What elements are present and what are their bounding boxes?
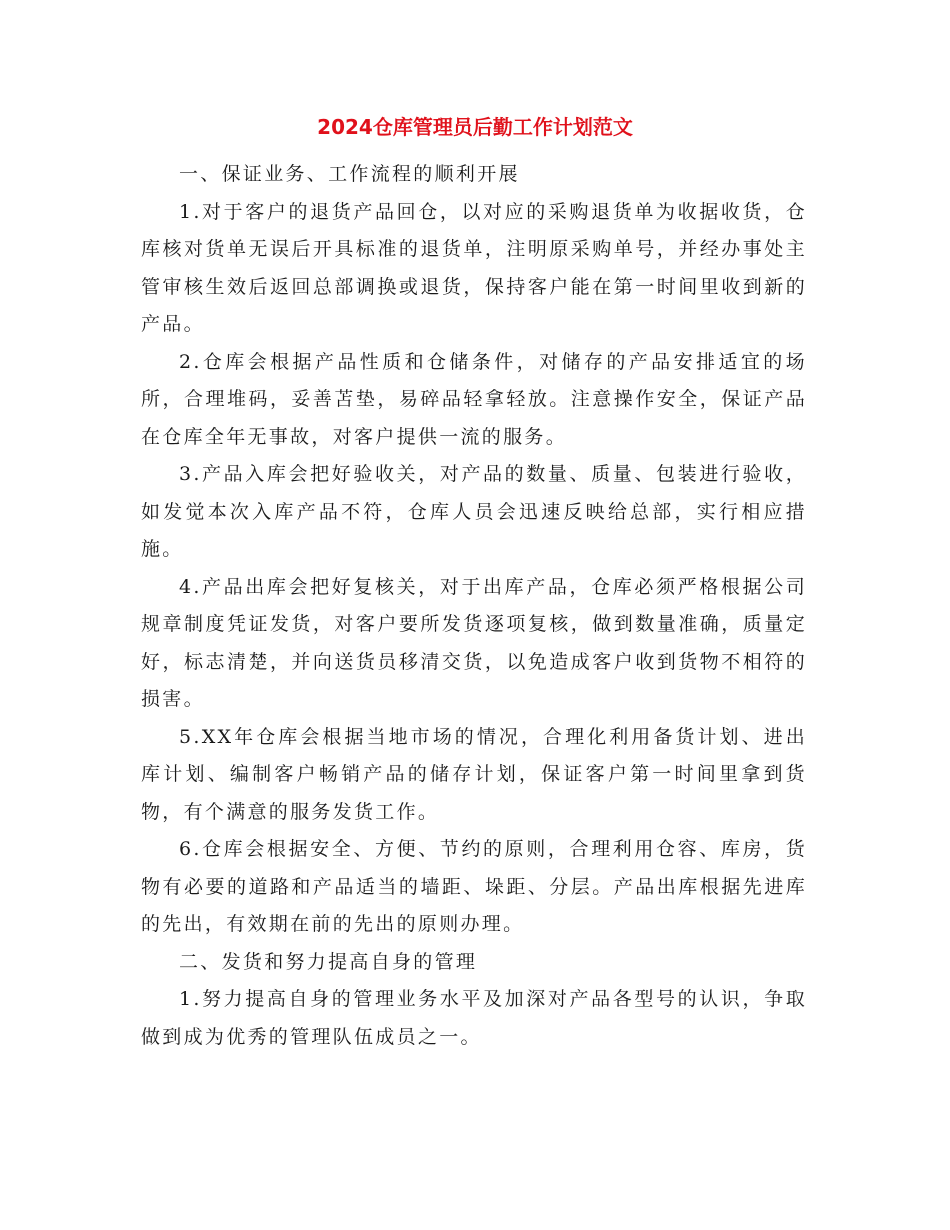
document-title: 2024仓库管理员后勤工作计划范文 — [317, 115, 633, 139]
document-body — [141, 156, 807, 1056]
paragraph-2: 2.仓库会根据产品性质和仓储条件，对储存的产品安排适宜的场所，合理堆码，妥善苫垫，易碎品轻拿轻放。注意操作安全，保证产品在仓库全年无事故，对客户提供一流的服务。 — [141, 350, 807, 448]
paragraph-7: 1.努力提高自身的管理业务水平及加深对产品各型号的认识，争取做到成为优秀的管理队伍成员之一。 — [141, 988, 807, 1048]
paragraph-4: 4.产品出库会把好复核关，对于出库产品，仓库必须严格根据公司规章制度凭证发货，对客户要所发货逐项复核，做到数量准确，质量定好，标志清楚，并向送货员移清交货，以免造成客户收到货物不相符的损害。 — [141, 575, 807, 710]
section-heading-2: 二、发货和努力提高自身的管理 — [179, 950, 478, 973]
paragraph-1: 1.对于客户的退货产品回仓，以对应的采购退货单为收据收货，仓库核对货单无误后开具标准的退货单，注明原采购单号，并经办事处主管审核生效后返回总部调换或退货，保持客户能在第一时间里收到新的产品。 — [141, 200, 807, 335]
section-heading-1: 一、保证业务、工作流程的顺利开展 — [179, 163, 520, 185]
paragraph-3: 3.产品入库会把好验收关，对产品的数量、质量、包装进行验收，如发觉本次入库产品不符，仓库人员会迅速反映给总部，实行相应措施。 — [141, 463, 807, 560]
paragraph-6: 6.仓库会根据安全、方便、节约的原则，合理利用仓容、库房，货物有必要的道路和产品适当的墙距、垛距、分层。产品出库根据先进库的先出，有效期在前的先出的原则办理。 — [141, 838, 807, 935]
paragraph-5: 5.XX年仓库会根据当地市场的情况，合理化利用备货计划、进出库计划、编制客户畅销产品的储存计划，保证客户第一时间里拿到货物，有个满意的服务发货工作。 — [141, 725, 807, 823]
